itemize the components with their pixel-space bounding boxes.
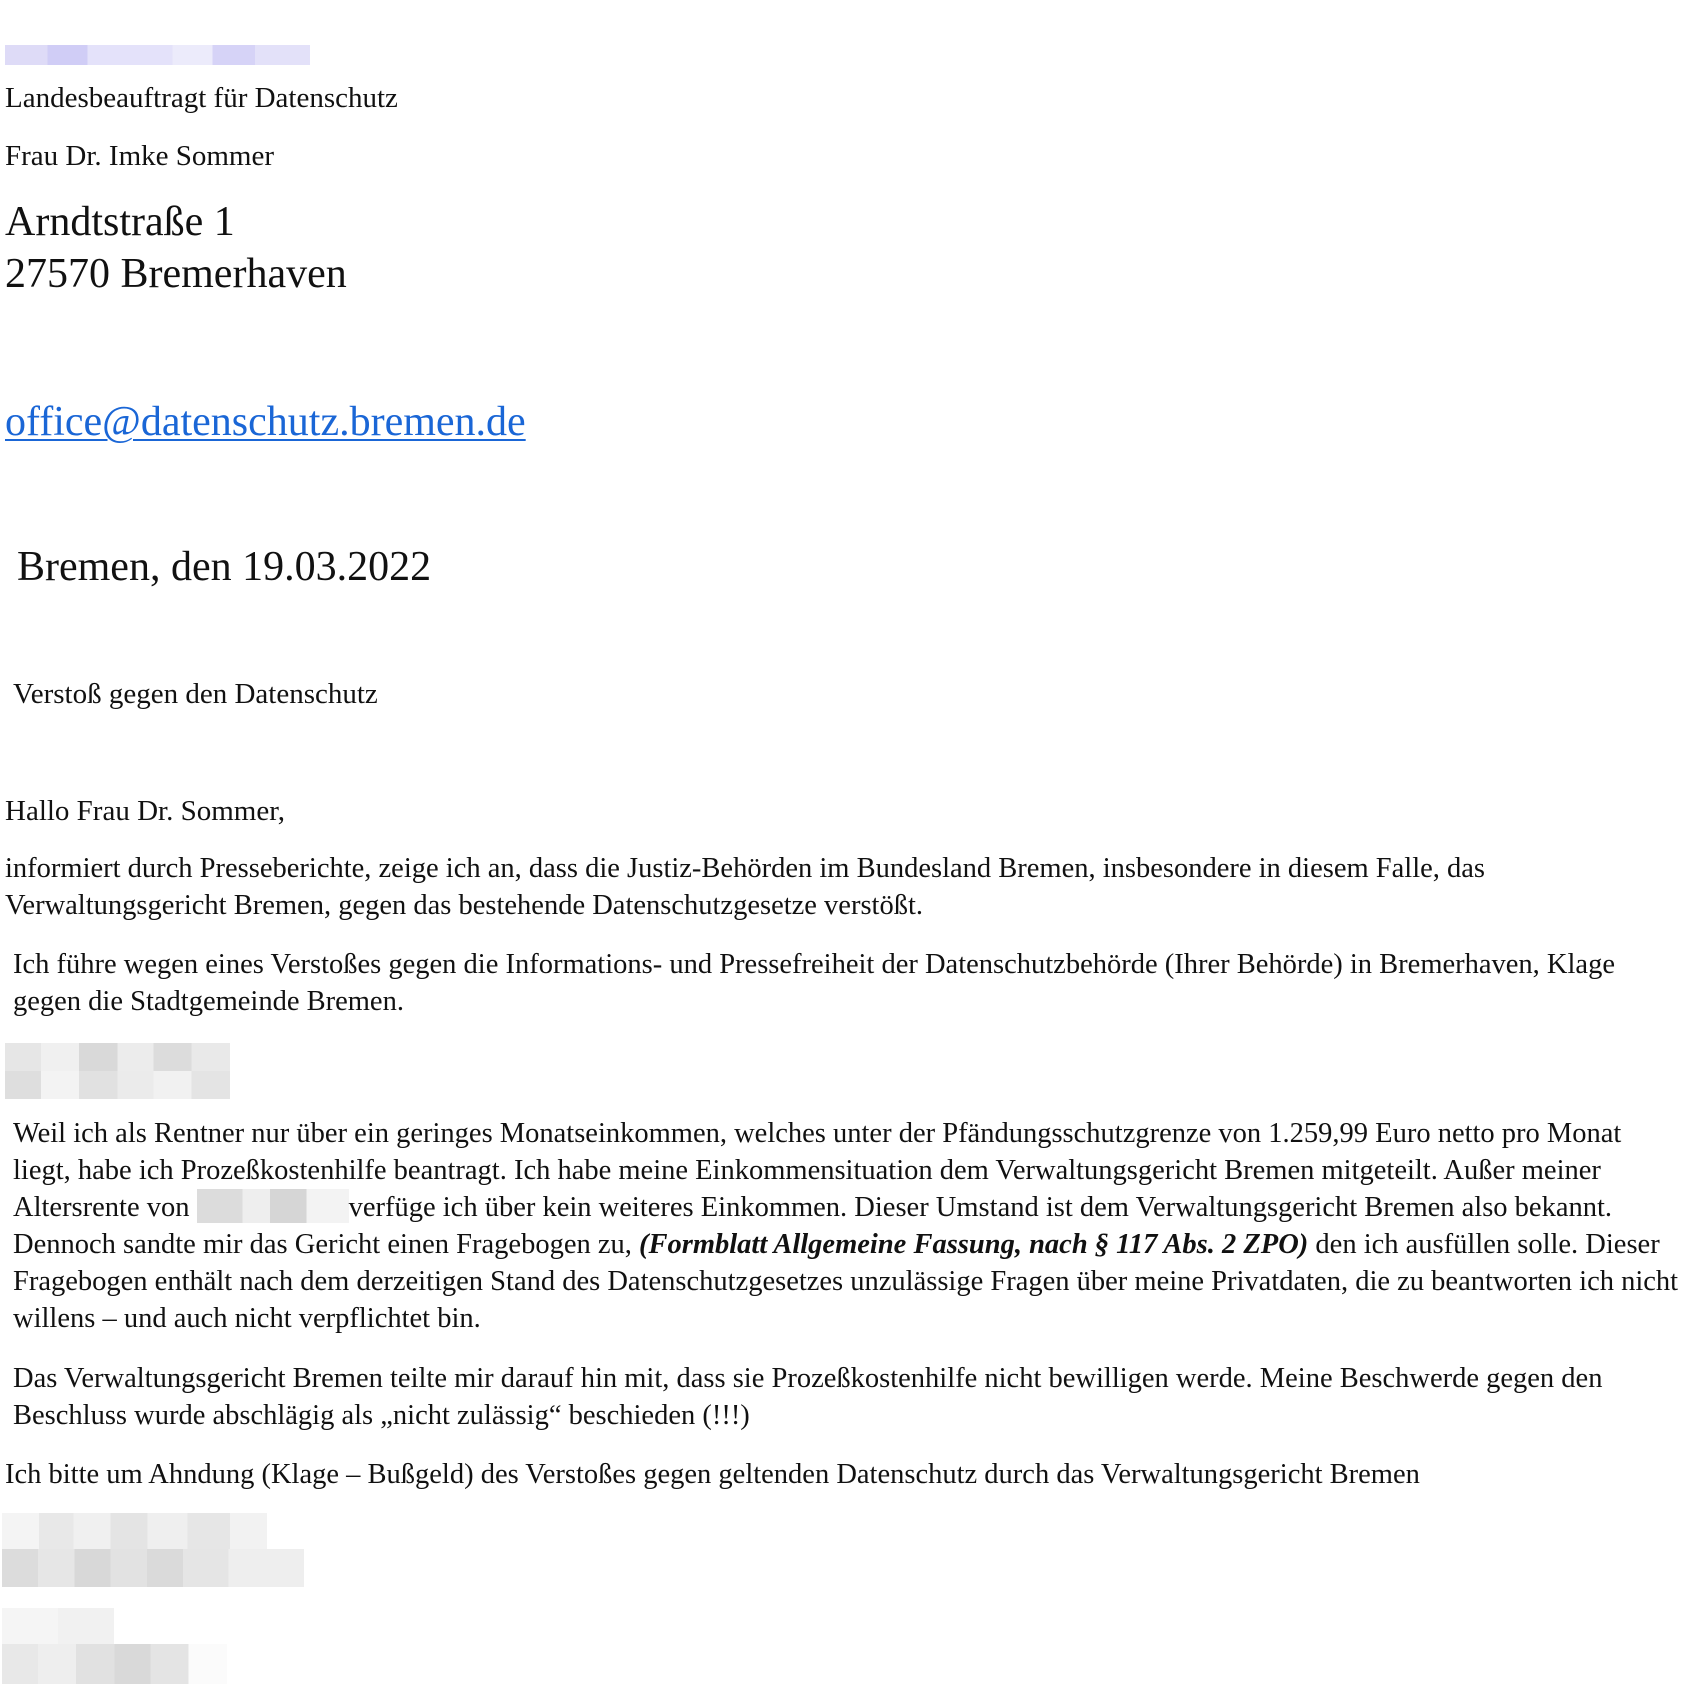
paragraph-3-emphasis: (Formblatt Allgemeine Fassung, nach § 117 Abs. 2 ZPO) [639,1229,1309,1260]
recipient-organization: Landesbeauftragt für Datenschutz [5,82,398,114]
email-link[interactable]: office@datenschutz.bremen.de [5,399,526,445]
redacted-closing-block-2 [2,1549,304,1587]
paragraph-3-text-c: den ich ausfüllen solle. Dieser Fragebogen enthält nach dem derzeitigen Stand des Datenschutzgesetzes unzulässige Fragen über meine Privatdaten, die zu beantworten ich nicht willens – und auch nicht verpflichtet bin. [13,1229,1679,1334]
redacted-closing-block-3 [2,1608,114,1644]
paragraph-2 [5,946,1683,1020]
redacted-closing-block-1 [2,1513,267,1549]
paragraph-5: Ich bitte um Ahndung (Klage – Bußgeld) des Verstoßes gegen geltenden Datenschutz durch das Verwaltungsgericht Bremen [5,1459,1420,1490]
subject-line: Verstoß gegen den Datenschutz [13,678,378,710]
paragraph-3-text-a: Weil ich als Rentner nur über ein geringes Monatseinkommen, welches unter der Pfändungsschutzgrenze von 1.259,99 Euro netto pro Monat liegt, habe ich Prozeßkostenhilfe beantragt. Ich habe meine Einkommensituation dem Verwaltungsgericht Bremen mitgeteilt. Außer meiner Altersrente von [13,1118,1622,1223]
recipient-street: Arndtstraße 1 [5,199,235,245]
recipient-city: 27570 Bremerhaven [5,251,347,297]
redacted-closing-block-4 [2,1644,227,1684]
paragraph-4 [5,1360,1683,1434]
date-line: Bremen, den 19.03.2022 [17,544,432,590]
paragraph-2-text: Ich führe wegen eines Verstoßes gegen die Informations- und Pressefreiheit der Datenschutzbehörde (Ihrer Behörde) in Bremerhaven, Klage gegen die Stadtgemeinde Bremen. [13,949,1615,1017]
paragraph-4-text: Das Verwaltungsgericht Bremen teilte mir darauf hin mit, dass sie Prozeßkostenhilfe nicht bewilligen werde. Meine Beschwerde gegen den Beschluss wurde abschlägig als „nicht zulässig“ beschieden (!!!) [13,1363,1603,1431]
recipient-person: Frau Dr. Imke Sommer [5,140,275,172]
redacted-pension-amount [197,1189,349,1223]
paragraph-3-text-b: verfüge ich über kein weiteres Einkommen. Dieser Umstand ist dem Verwaltungsgericht Bremen also bekannt. Dennoch sandte mir das Gericht einen Fragebogen zu, [13,1192,1613,1260]
salutation: Hallo Frau Dr. Sommer, [5,795,285,827]
redacted-sender-block [5,45,310,65]
redacted-block-1-row2 [5,1071,230,1099]
paragraph-3 [5,1115,1683,1337]
paragraph-1: informiert durch Presseberichte, zeige ich an, dass die Justiz-Behörden im Bundesland Bremen, insbesondere in diesem Falle, das Verwaltungsgericht Bremen, gegen das bestehende Datenschutzgesetze verstößt. [5,853,1486,921]
